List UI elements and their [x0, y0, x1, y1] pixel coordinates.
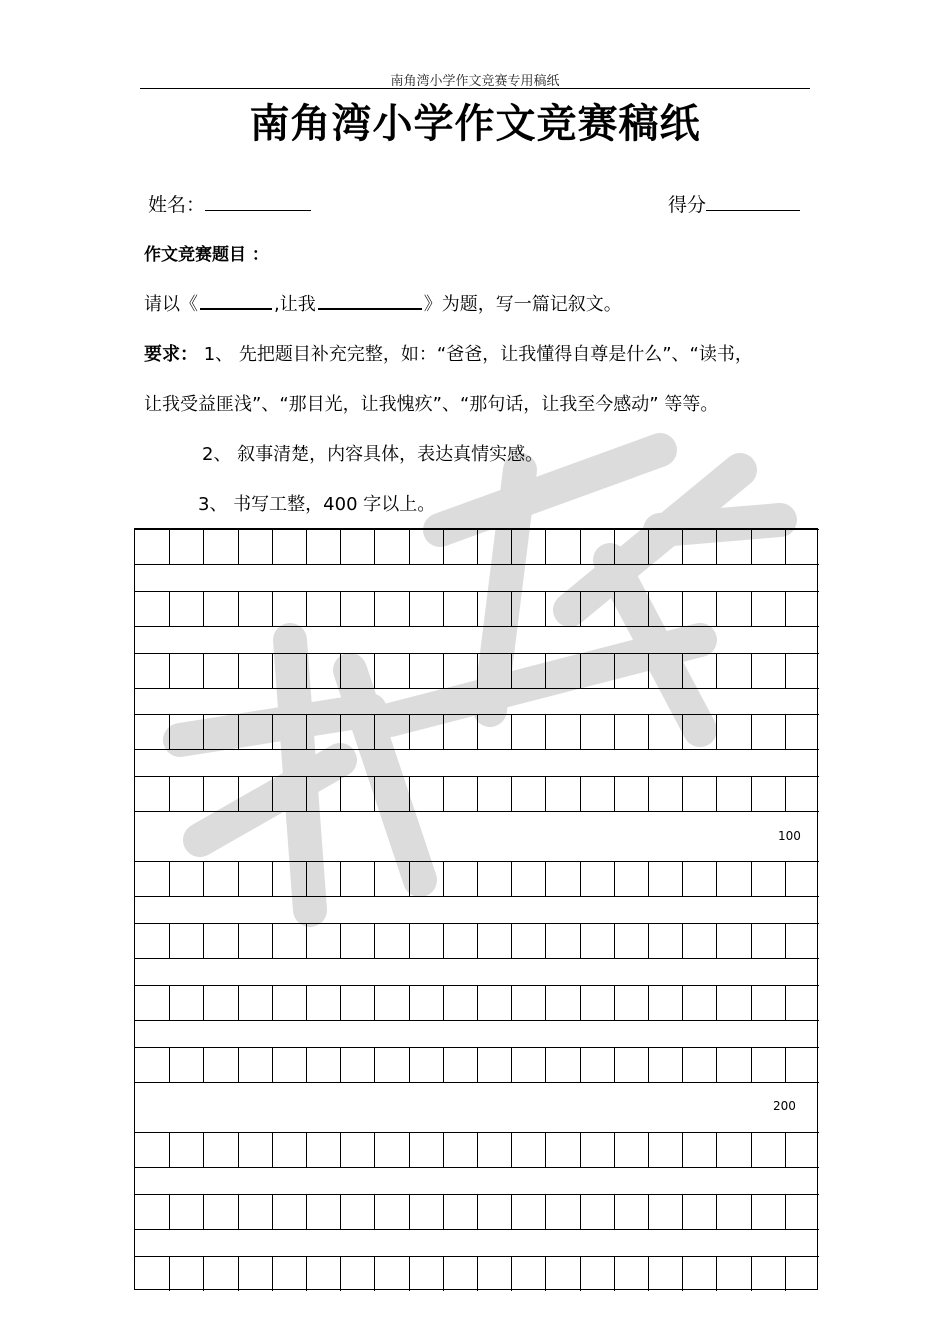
- prompt-before: 请以《: [144, 294, 198, 315]
- name-blank[interactable]: [205, 192, 311, 211]
- prompt-middle: ,让我: [274, 294, 316, 315]
- word-count-mark-100: 100: [778, 829, 801, 843]
- name-field[interactable]: [148, 190, 311, 217]
- requirement-1-continued: 让我受益匪浅”、“那目光，让我愧疚”、“那句话，让我至今感动” 等等。: [144, 394, 719, 415]
- prompt-after: 》为题，写一篇记叙文。: [423, 294, 622, 315]
- score-field[interactable]: [668, 190, 800, 217]
- header-rule: [140, 88, 810, 89]
- word-count-mark-200: 200: [773, 1099, 796, 1113]
- running-header: 南角湾小学作文竞赛专用稿纸: [390, 74, 560, 89]
- requirement-1-text: 1、 先把题目补充完整，如：“爸爸，让我懂得自尊是什么”、“读书，: [198, 344, 753, 365]
- requirement-1: [144, 340, 753, 366]
- score-label: 得分: [668, 194, 707, 216]
- name-label: 姓名：: [148, 194, 206, 216]
- requirement-2: 2、 叙事清楚，内容具体，表达真情实感。: [202, 444, 544, 465]
- title-blank-2[interactable]: [318, 288, 422, 310]
- title-blank-1[interactable]: [200, 288, 272, 310]
- topic-heading: 作文竞赛题目 ：: [144, 245, 269, 265]
- writing-grid[interactable]: [134, 528, 818, 1290]
- grid-lines: [135, 529, 819, 1291]
- requirements-label: 要求：: [144, 344, 198, 365]
- topic-prompt: [144, 288, 622, 316]
- requirement-3: 3、 书写工整，400 字以上。: [198, 494, 436, 515]
- page-title: 南角湾小学作文竞赛稿纸: [249, 101, 701, 147]
- score-blank[interactable]: [706, 192, 800, 211]
